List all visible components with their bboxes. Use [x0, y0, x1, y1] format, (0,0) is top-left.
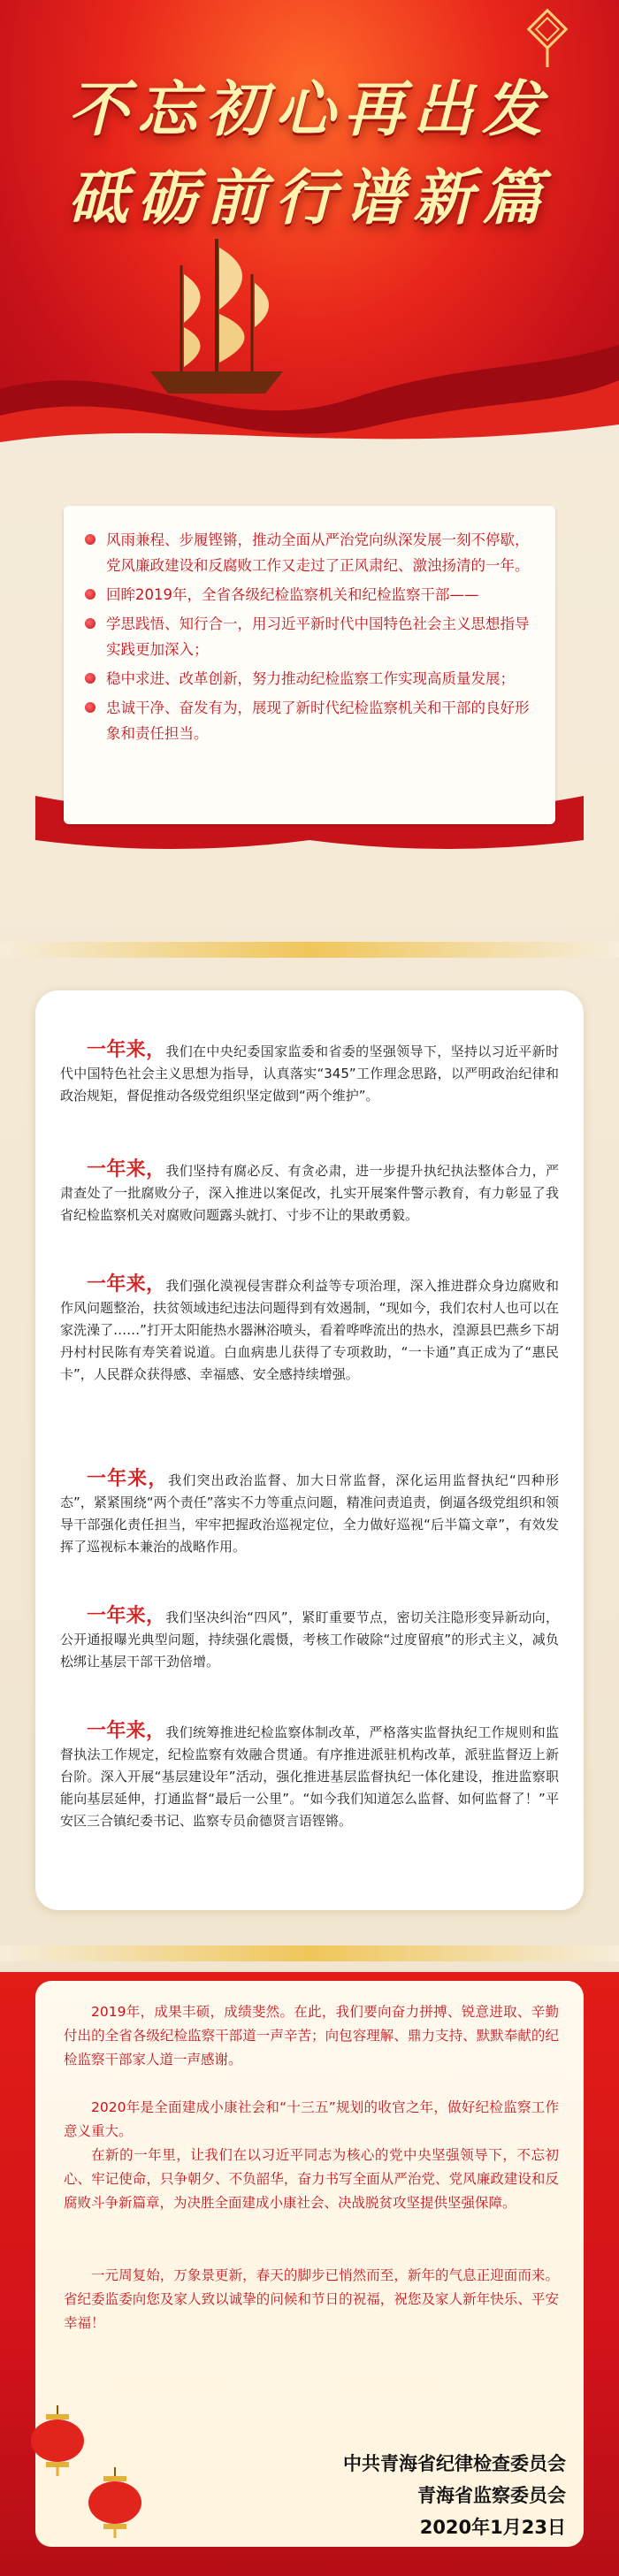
- red-ribbon-decoration: [0, 336, 619, 460]
- gold-divider: [0, 942, 619, 958]
- header-banner: [0, 0, 619, 460]
- list-item: 忠诚干净、奋发有为，展现了新时代纪检监察机关和干部的良好形象和责任担当。: [81, 695, 541, 746]
- lantern-icon: [84, 2467, 146, 2538]
- review-paragraph: 一年来，我们在中央纪委国家监委和省委的坚强领导下，坚持以习近平新时代中国特色社会主义思想为指导，认真落实“345”工作理念思路，以严明政治纪律和政治规矩，督促推动各级党组织坚定做到“两个维护”。: [60, 1039, 559, 1104]
- review-paragraph: 一年来，我们坚决纠治“四风”，紧盯重要节点，密切关注隐形变异新动向，公开通报曝光典型问题，持续强化震慑，考核工作破除“过度留痕”的形式主义，减负松绑让基层干部干劲倍增。: [60, 1605, 559, 1670]
- list-item: 回眸2019年，全省各级纪检监察机关和纪检监察干部——: [81, 582, 541, 608]
- closing-paragraph: 2019年，成果丰硕，成绩斐然。在此，我们要向奋力拼搏、锐意进取、辛勤付出的全省各级纪检监察干部道一声辛苦；向包容理解、鼎力支持、默默奉献的纪检监察干部家人道一声感谢。: [64, 2004, 559, 2068]
- review-paragraph: 一年来，我们统筹推进纪检监察体制改革，严格落实监督执纪工作规则和监督执法工作规定，纪检监察有效融合贯通。有序推进派驻机构改革，派驻监督迈上新台阶。深入开展“基层建设年”活动，强化推进基层监督执纪一体化建设，推进监察职能向基层延伸，打通监督“最后一公里”。“如今我们知道怎么监督、如何监督了！”平安区三合镇纪委书记、监察专员俞德贤言语铿锵。: [60, 1720, 559, 1829]
- signature-org-2: 青海省监察委员会: [417, 2485, 566, 2506]
- title-line-2: 砥砺前行谱新篇: [67, 163, 551, 233]
- sailing-ship-icon: [133, 221, 301, 398]
- bullet-icon: [85, 673, 96, 684]
- bullet-icon: [85, 618, 96, 629]
- closing-paragraph: 2020年是全面建成小康社会和“十三五”规划的收官之年，做好纪检监察工作意义重大。: [64, 2099, 559, 2139]
- book-list: [81, 527, 541, 750]
- review-paragraph: 一年来，我们强化漠视侵害群众利益等专项治理，深入推进群众身边腐败和作风问题整治，扶贫领域违纪违法问题得到有效遏制，“现如今，我们农村人也可以在家洗澡了……”打开太阳能热水器淋浴喷头，看着哗哗流出的热水，湟源县巴燕乡下胡丹村村民陈有寿笑着说道。白血病患儿获得了专项救助，“一卡通”真正成为了“惠民卡”，人民群众获得感、幸福感、安全感持续增强。: [60, 1273, 559, 1382]
- list-item: 风雨兼程、步履铿锵，推动全面从严治党向纵深发展一刻不停歇，党风廉政建设和反腐败工作又走过了正风肃纪、激浊扬清的一年。: [81, 527, 541, 578]
- bullet-icon: [85, 589, 96, 600]
- closing-paragraph: 在新的一年里，让我们在以习近平同志为核心的党中央坚强领导下，不忘初心、牢记使命，只争朝夕、不负韶华，奋力书写全面从严治党、党风廉政建设和反腐败斗争新篇章，为决胜全面建成小康社会、决战脱贫攻坚提供坚强保障。: [64, 2147, 559, 2211]
- lantern-icon: [27, 2405, 88, 2476]
- review-paragraph: 一年来，我们坚持有腐必反、有贪必肃，进一步提升执纪执法整体合力，严肃查处了一批腐败分子，深入推进以案促改，扎实开展案件警示教育，有力彰显了我省纪检监察机关对腐败问题露头就打、寸步不让的果敢勇毅。: [60, 1158, 559, 1223]
- bullet-icon: [85, 534, 96, 545]
- review-paragraph: 一年来，我们突出政治监督、加大日常监督，深化运用监督执纪“四种形态”，紧紧围绕“两个责任”落实不力等重点问题，精准问责追责，倒逼各级党组织和领导干部强化责任担当，牢牢把握政治巡视定位，全力做好巡视“后半篇文章”，有效发挥了巡视标本兼治的战略作用。: [60, 1468, 559, 1555]
- list-item: 学思践悟、知行合一，用习近平新时代中国特色社会主义思想指导实践更加深入；: [81, 611, 541, 662]
- chinese-knot-icon: [516, 7, 578, 69]
- open-book-panel: [35, 495, 584, 867]
- bullet-icon: [85, 702, 96, 713]
- title-line-1: 不忘初心再出发: [67, 74, 551, 145]
- closing-paragraph: 一元周复始，万象景更新，春天的脚步已悄然而至，新年的气息正迎面而来。省纪委监委向您及家人致以诚挚的问候和节日的祝福，祝您及家人新年快乐、平安幸福！: [64, 2267, 559, 2331]
- signature-date: 2020年1月23日: [419, 2517, 566, 2538]
- signature-org-1: 中共青海省纪律检查委员会: [343, 2453, 566, 2474]
- list-item: 稳中求进、改革创新，努力推动纪检监察工作实现高质量发展；: [81, 666, 541, 692]
- gold-divider: [0, 1945, 619, 1961]
